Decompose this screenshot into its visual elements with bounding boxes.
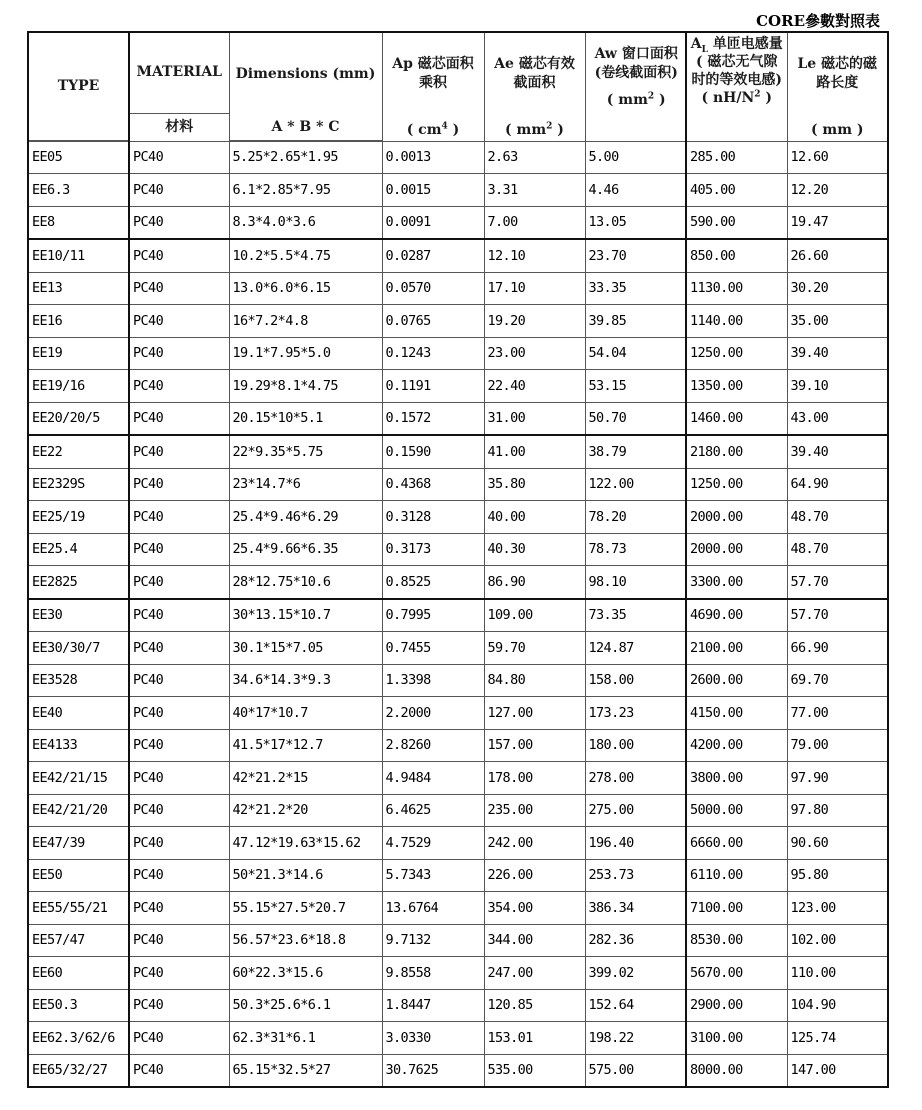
cell-type: EE42/21/15 — [28, 762, 129, 795]
cell-type: EE50 — [28, 859, 129, 892]
cell-dim: 16*7.2*4.8 — [229, 305, 382, 338]
cell-le: 95.80 — [787, 859, 888, 892]
cell-type: EE65/32/27 — [28, 1054, 129, 1087]
cell-le: 69.70 — [787, 664, 888, 697]
cell-ap: 0.7995 — [382, 599, 484, 632]
table-row — [28, 989, 888, 1022]
cell-ap: 0.1191 — [382, 370, 484, 403]
cell-al: 2900.00 — [686, 989, 787, 1022]
cell-dim: 6.1*2.85*7.95 — [229, 174, 382, 207]
cell-al: 590.00 — [686, 206, 787, 239]
cell-aw: 386.34 — [585, 892, 686, 925]
table-row — [28, 632, 888, 665]
core-parameter-table — [27, 31, 889, 1088]
cell-le: 97.90 — [787, 762, 888, 795]
table-row — [28, 174, 888, 207]
cell-ap: 0.1243 — [382, 337, 484, 370]
cell-material: PC40 — [129, 924, 229, 957]
cell-material: PC40 — [129, 827, 229, 860]
cell-material: PC40 — [129, 989, 229, 1022]
table-row — [28, 239, 888, 272]
cell-ap: 0.3173 — [382, 533, 484, 566]
cell-al: 1250.00 — [686, 468, 787, 501]
cell-al: 4200.00 — [686, 729, 787, 762]
cell-type: EE2329S — [28, 468, 129, 501]
cell-dim: 25.4*9.46*6.29 — [229, 501, 382, 534]
cell-ap: 4.7529 — [382, 827, 484, 860]
cell-aw: 33.35 — [585, 272, 686, 305]
cell-type: EE16 — [28, 305, 129, 338]
cell-ae: 31.00 — [484, 402, 585, 435]
cell-le: 48.70 — [787, 533, 888, 566]
table-row — [28, 402, 888, 435]
cell-material: PC40 — [129, 468, 229, 501]
cell-ae: 354.00 — [484, 892, 585, 925]
cell-le: 12.60 — [787, 141, 888, 174]
cell-ap: 0.7455 — [382, 632, 484, 665]
cell-le: 66.90 — [787, 632, 888, 665]
cell-le: 79.00 — [787, 729, 888, 762]
cell-le: 39.40 — [787, 337, 888, 370]
cell-dim: 55.15*27.5*20.7 — [229, 892, 382, 925]
cell-le: 123.00 — [787, 892, 888, 925]
cell-ap: 0.4368 — [382, 468, 484, 501]
cell-dim: 8.3*4.0*3.6 — [229, 206, 382, 239]
cell-ae: 153.01 — [484, 1022, 585, 1055]
cell-ae: 23.00 — [484, 337, 585, 370]
cell-ae: 242.00 — [484, 827, 585, 860]
table-row — [28, 762, 888, 795]
cell-aw: 53.15 — [585, 370, 686, 403]
cell-material: PC40 — [129, 1054, 229, 1087]
table-row — [28, 1022, 888, 1055]
cell-al: 1460.00 — [686, 402, 787, 435]
cell-dim: 60*22.3*15.6 — [229, 957, 382, 990]
cell-le: 43.00 — [787, 402, 888, 435]
cell-ap: 0.0091 — [382, 206, 484, 239]
table-row — [28, 566, 888, 599]
cell-al: 285.00 — [686, 141, 787, 174]
cell-aw: 282.36 — [585, 924, 686, 957]
cell-ae: 157.00 — [484, 729, 585, 762]
cell-ap: 0.1590 — [382, 435, 484, 468]
header-material-cn: 材料 — [129, 113, 229, 141]
cell-aw: 122.00 — [585, 468, 686, 501]
cell-ae: 535.00 — [484, 1054, 585, 1087]
cell-le: 57.70 — [787, 566, 888, 599]
cell-aw: 173.23 — [585, 697, 686, 730]
cell-type: EE25.4 — [28, 533, 129, 566]
table-row — [28, 859, 888, 892]
cell-aw: 73.35 — [585, 599, 686, 632]
cell-al: 2600.00 — [686, 664, 787, 697]
cell-al: 6660.00 — [686, 827, 787, 860]
cell-material: PC40 — [129, 337, 229, 370]
cell-al: 3800.00 — [686, 762, 787, 795]
cell-ap: 0.3128 — [382, 501, 484, 534]
table-row — [28, 272, 888, 305]
cell-dim: 65.15*32.5*27 — [229, 1054, 382, 1087]
header-dimensions: Dimensions (mm) A * B * C — [229, 32, 382, 140]
cell-le: 26.60 — [787, 239, 888, 272]
cell-ae: 247.00 — [484, 957, 585, 990]
cell-dim: 62.3*31*6.1 — [229, 1022, 382, 1055]
cell-type: EE2825 — [28, 566, 129, 599]
cell-type: EE30/30/7 — [28, 632, 129, 665]
cell-al: 1130.00 — [686, 272, 787, 305]
cell-material: PC40 — [129, 370, 229, 403]
cell-type: EE4133 — [28, 729, 129, 762]
cell-aw: 152.64 — [585, 989, 686, 1022]
cell-dim: 47.12*19.63*15.62 — [229, 827, 382, 860]
cell-ae: 127.00 — [484, 697, 585, 730]
cell-material: PC40 — [129, 174, 229, 207]
cell-aw: 158.00 — [585, 664, 686, 697]
cell-material: PC40 — [129, 533, 229, 566]
cell-ae: 7.00 — [484, 206, 585, 239]
table-row — [28, 1054, 888, 1087]
cell-type: EE13 — [28, 272, 129, 305]
cell-dim: 40*17*10.7 — [229, 697, 382, 730]
header-material: MATERIAL — [129, 32, 229, 113]
cell-aw: 78.20 — [585, 501, 686, 534]
cell-ae: 59.70 — [484, 632, 585, 665]
cell-type: EE20/20/5 — [28, 402, 129, 435]
cell-ae: 19.20 — [484, 305, 585, 338]
cell-le: 77.00 — [787, 697, 888, 730]
table-row — [28, 957, 888, 990]
cell-ae: 40.00 — [484, 501, 585, 534]
cell-material: PC40 — [129, 239, 229, 272]
cell-le: 48.70 — [787, 501, 888, 534]
header-ae: Ae 磁芯有效截面积 ( $mm^2$ ) — [484, 32, 585, 141]
cell-ap: 9.7132 — [382, 924, 484, 957]
cell-dim: 34.6*14.3*9.3 — [229, 664, 382, 697]
header-ap: Ap 磁芯面积乘积 ( $cm^4$ ) — [382, 32, 484, 141]
cell-type: EE19 — [28, 337, 129, 370]
cell-al: 405.00 — [686, 174, 787, 207]
cell-le: 104.90 — [787, 989, 888, 1022]
cell-ae: 40.30 — [484, 533, 585, 566]
cell-ae: 2.63 — [484, 141, 585, 174]
cell-aw: 4.46 — [585, 174, 686, 207]
cell-ae: 12.10 — [484, 239, 585, 272]
cell-type: EE55/55/21 — [28, 892, 129, 925]
cell-dim: 20.15*10*5.1 — [229, 402, 382, 435]
cell-type: EE60 — [28, 957, 129, 990]
cell-al: 8530.00 — [686, 924, 787, 957]
cell-ap: 5.7343 — [382, 859, 484, 892]
cell-material: PC40 — [129, 206, 229, 239]
cell-material: PC40 — [129, 141, 229, 174]
cell-le: 19.47 — [787, 206, 888, 239]
cell-ae: 17.10 — [484, 272, 585, 305]
cell-ap: 0.0287 — [382, 239, 484, 272]
cell-material: PC40 — [129, 566, 229, 599]
cell-aw: 38.79 — [585, 435, 686, 468]
cell-material: PC40 — [129, 957, 229, 990]
cell-dim: 42*21.2*20 — [229, 794, 382, 827]
cell-material: PC40 — [129, 435, 229, 468]
cell-ap: 0.1572 — [382, 402, 484, 435]
cell-al: 3300.00 — [686, 566, 787, 599]
cell-type: EE10/11 — [28, 239, 129, 272]
table-row — [28, 305, 888, 338]
cell-dim: 23*14.7*6 — [229, 468, 382, 501]
cell-al: 4690.00 — [686, 599, 787, 632]
table-row — [28, 924, 888, 957]
cell-al: 1350.00 — [686, 370, 787, 403]
cell-ae: 235.00 — [484, 794, 585, 827]
cell-le: 35.00 — [787, 305, 888, 338]
cell-ap: 0.0013 — [382, 141, 484, 174]
cell-type: EE40 — [28, 697, 129, 730]
table-body — [28, 141, 888, 1087]
cell-ae: 120.85 — [484, 989, 585, 1022]
cell-ae: 41.00 — [484, 435, 585, 468]
header-al: $A_L$ 单匝电感量( 磁芯无气隙时的等效电感) ( $nH/N^2$ ) — [686, 32, 787, 141]
cell-aw: 5.00 — [585, 141, 686, 174]
cell-dim: 30.1*15*7.05 — [229, 632, 382, 665]
cell-aw: 124.87 — [585, 632, 686, 665]
cell-ae: 226.00 — [484, 859, 585, 892]
cell-type: EE19/16 — [28, 370, 129, 403]
cell-ae: 3.31 — [484, 174, 585, 207]
cell-dim: 10.2*5.5*4.75 — [229, 239, 382, 272]
cell-al: 4150.00 — [686, 697, 787, 730]
cell-al: 5000.00 — [686, 794, 787, 827]
cell-le: 125.74 — [787, 1022, 888, 1055]
cell-type: EE05 — [28, 141, 129, 174]
cell-le: 30.20 — [787, 272, 888, 305]
cell-ae: 109.00 — [484, 599, 585, 632]
header-aw: Aw 窗口面积(卷线截面积) ( $mm^2$ ) — [585, 32, 686, 141]
cell-aw: 196.40 — [585, 827, 686, 860]
cell-dim: 42*21.2*15 — [229, 762, 382, 795]
cell-ap: 6.4625 — [382, 794, 484, 827]
table-row — [28, 729, 888, 762]
cell-type: EE47/39 — [28, 827, 129, 860]
cell-ap: 4.9484 — [382, 762, 484, 795]
cell-aw: 98.10 — [585, 566, 686, 599]
cell-al: 2100.00 — [686, 632, 787, 665]
cell-material: PC40 — [129, 1022, 229, 1055]
cell-al: 6110.00 — [686, 859, 787, 892]
cell-material: PC40 — [129, 729, 229, 762]
table-row — [28, 892, 888, 925]
cell-al: 1140.00 — [686, 305, 787, 338]
cell-type: EE42/21/20 — [28, 794, 129, 827]
cell-dim: 50*21.3*14.6 — [229, 859, 382, 892]
cell-aw: 78.73 — [585, 533, 686, 566]
cell-al: 850.00 — [686, 239, 787, 272]
cell-ap: 2.2000 — [382, 697, 484, 730]
cell-le: 39.10 — [787, 370, 888, 403]
cell-le: 97.80 — [787, 794, 888, 827]
cell-ap: 0.0765 — [382, 305, 484, 338]
cell-material: PC40 — [129, 272, 229, 305]
cell-ap: 0.0015 — [382, 174, 484, 207]
cell-al: 5670.00 — [686, 957, 787, 990]
cell-aw: 50.70 — [585, 402, 686, 435]
cell-ap: 3.0330 — [382, 1022, 484, 1055]
cell-le: 12.20 — [787, 174, 888, 207]
cell-type: EE57/47 — [28, 924, 129, 957]
cell-ae: 344.00 — [484, 924, 585, 957]
cell-al: 2000.00 — [686, 533, 787, 566]
table-row — [28, 827, 888, 860]
cell-ae: 86.90 — [484, 566, 585, 599]
header-le: Le 磁芯的磁路长度 ( mm ) — [787, 32, 888, 141]
cell-ap: 0.0570 — [382, 272, 484, 305]
cell-ae: 84.80 — [484, 664, 585, 697]
cell-type: EE6.3 — [28, 174, 129, 207]
cell-le: 110.00 — [787, 957, 888, 990]
cell-dim: 5.25*2.65*1.95 — [229, 141, 382, 174]
table-row — [28, 370, 888, 403]
cell-ap: 2.8260 — [382, 729, 484, 762]
cell-material: PC40 — [129, 664, 229, 697]
cell-dim: 22*9.35*5.75 — [229, 435, 382, 468]
cell-aw: 253.73 — [585, 859, 686, 892]
cell-aw: 399.02 — [585, 957, 686, 990]
cell-type: EE25/19 — [28, 501, 129, 534]
cell-type: EE8 — [28, 206, 129, 239]
cell-aw: 575.00 — [585, 1054, 686, 1087]
table-row — [28, 664, 888, 697]
cell-material: PC40 — [129, 599, 229, 632]
table-row — [28, 206, 888, 239]
cell-aw: 278.00 — [585, 762, 686, 795]
table-row — [28, 501, 888, 534]
cell-material: PC40 — [129, 305, 229, 338]
cell-le: 102.00 — [787, 924, 888, 957]
cell-dim: 19.1*7.95*5.0 — [229, 337, 382, 370]
table-row — [28, 468, 888, 501]
cell-aw: 198.22 — [585, 1022, 686, 1055]
table-row — [28, 794, 888, 827]
page-title: CORE參數對照表 — [756, 12, 880, 30]
cell-al: 2180.00 — [686, 435, 787, 468]
cell-material: PC40 — [129, 892, 229, 925]
cell-ap: 9.8558 — [382, 957, 484, 990]
cell-material: PC40 — [129, 762, 229, 795]
cell-dim: 19.29*8.1*4.75 — [229, 370, 382, 403]
cell-dim: 56.57*23.6*18.8 — [229, 924, 382, 957]
header-type: TYPE — [28, 32, 129, 140]
cell-ap: 1.8447 — [382, 989, 484, 1022]
cell-dim: 30*13.15*10.7 — [229, 599, 382, 632]
cell-le: 147.00 — [787, 1054, 888, 1087]
cell-material: PC40 — [129, 501, 229, 534]
cell-material: PC40 — [129, 402, 229, 435]
cell-al: 8000.00 — [686, 1054, 787, 1087]
table-row — [28, 435, 888, 468]
cell-aw: 54.04 — [585, 337, 686, 370]
cell-material: PC40 — [129, 859, 229, 892]
cell-aw: 275.00 — [585, 794, 686, 827]
cell-le: 64.90 — [787, 468, 888, 501]
cell-material: PC40 — [129, 632, 229, 665]
cell-aw: 23.70 — [585, 239, 686, 272]
cell-al: 2000.00 — [686, 501, 787, 534]
cell-type: EE50.3 — [28, 989, 129, 1022]
table-row — [28, 337, 888, 370]
table-row — [28, 141, 888, 174]
cell-aw: 39.85 — [585, 305, 686, 338]
cell-ae: 178.00 — [484, 762, 585, 795]
cell-ap: 30.7625 — [382, 1054, 484, 1087]
cell-dim: 13.0*6.0*6.15 — [229, 272, 382, 305]
table-row — [28, 533, 888, 566]
cell-ap: 0.8525 — [382, 566, 484, 599]
cell-ae: 35.80 — [484, 468, 585, 501]
cell-dim: 50.3*25.6*6.1 — [229, 989, 382, 1022]
cell-ap: 13.6764 — [382, 892, 484, 925]
cell-type: EE30 — [28, 599, 129, 632]
cell-le: 39.40 — [787, 435, 888, 468]
cell-type: EE22 — [28, 435, 129, 468]
cell-type: EE62.3/62/6 — [28, 1022, 129, 1055]
cell-ae: 22.40 — [484, 370, 585, 403]
cell-dim: 28*12.75*10.6 — [229, 566, 382, 599]
cell-al: 7100.00 — [686, 892, 787, 925]
cell-material: PC40 — [129, 794, 229, 827]
cell-al: 1250.00 — [686, 337, 787, 370]
table-row — [28, 599, 888, 632]
cell-le: 57.70 — [787, 599, 888, 632]
cell-material: PC40 — [129, 697, 229, 730]
cell-aw: 180.00 — [585, 729, 686, 762]
cell-al: 3100.00 — [686, 1022, 787, 1055]
cell-type: EE3528 — [28, 664, 129, 697]
cell-aw: 13.05 — [585, 206, 686, 239]
cell-le: 90.60 — [787, 827, 888, 860]
table-row — [28, 697, 888, 730]
cell-dim: 41.5*17*12.7 — [229, 729, 382, 762]
cell-ap: 1.3398 — [382, 664, 484, 697]
cell-dim: 25.4*9.66*6.35 — [229, 533, 382, 566]
